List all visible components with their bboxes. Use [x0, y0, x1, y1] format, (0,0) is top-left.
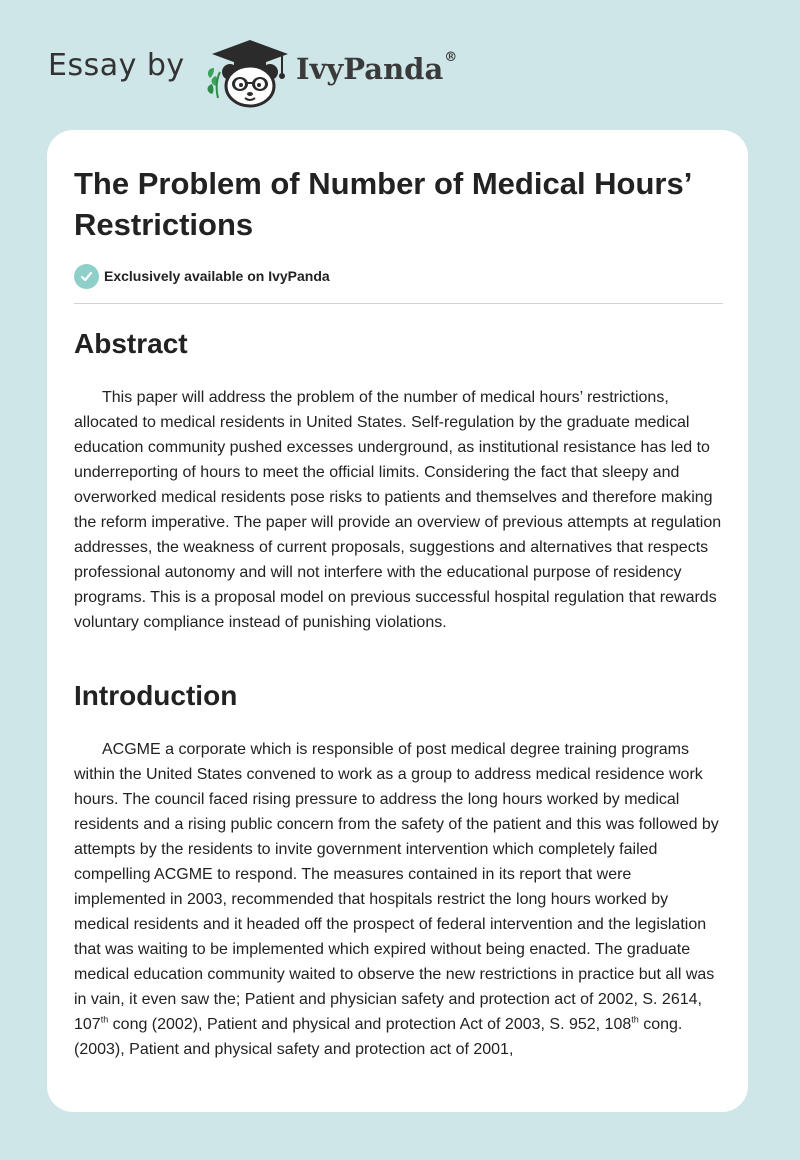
registered-mark: ®	[444, 50, 458, 65]
brand-name[interactable]	[296, 52, 457, 86]
section-heading-introduction: Introduction	[74, 680, 238, 711]
intro-text-part-1: ACGME a corporate which is responsible of post medical degree training programs within the United States convened to work as a group to address medical residence work hours. The council faced rising pressure to address the long hours worked by medical residents and a rising public concern from the safety of the patient and this was followed by attempts by the residents to invite government intervention which completely failed compelling ACGME to respond. The measures contained in its report that were implemented in 2003, recommended that hospitals restrict the long hours worked by medical residents and it headed off the prospect of federal intervention and the legislation that was waiting to be implemented which expired without being enacted. The graduate medical education community waited to observe the new restrictions in practice but all was in vain, it even saw the; Patient and physician safety and protection act of 2002, S. 2614, 107	[74, 741, 719, 1033]
checkmark-icon	[74, 264, 99, 289]
abstract-paragraph: This paper will address the problem of the number of medical hours’ restrictions, allocated to medical residents in United States. Self-regulation by the graduate medical education community pushed excesses underground, as institutional resistance has led to underreporting of hours to meet the official limits. Considering the fact that sleepy and overworked medical residents pose risks to patients and themselves and therefore making the reform imperative. The paper will provide an overview of previous attempts at regulation addresses, the weakness of current proposals, suggestions and alternatives that respects professional autonomy and will not interfere with the educational purpose of residency programs. This is a proposal model on previous successful hospital regulation that rewards voluntary compliance instead of punishing violations.	[74, 389, 722, 631]
exclusive-badge	[74, 263, 330, 289]
essay-by-label: Essay by	[48, 48, 185, 83]
panda-logo-icon[interactable]	[204, 34, 292, 110]
essay-card	[47, 130, 748, 1112]
ordinal-suffix: th	[100, 1014, 109, 1025]
ordinal-suffix: th	[631, 1014, 639, 1025]
badge-label: Exclusively available on IvyPanda	[104, 268, 330, 284]
introduction-paragraph	[74, 737, 726, 1062]
site-header	[48, 30, 548, 110]
divider	[74, 303, 723, 304]
intro-text-part-3: cong. (2003), Patient and physical safety and protection act of 2001,	[74, 1016, 683, 1058]
section-heading-abstract: Abstract	[74, 328, 188, 359]
brand-text: IvyPanda	[296, 52, 444, 86]
intro-text-part-2: cong (2002), Patient and physical and protection Act of 2003, S. 952, 108	[108, 1016, 632, 1033]
essay-title: The Problem of Number of Medical Hours’ Restrictions	[74, 166, 691, 242]
